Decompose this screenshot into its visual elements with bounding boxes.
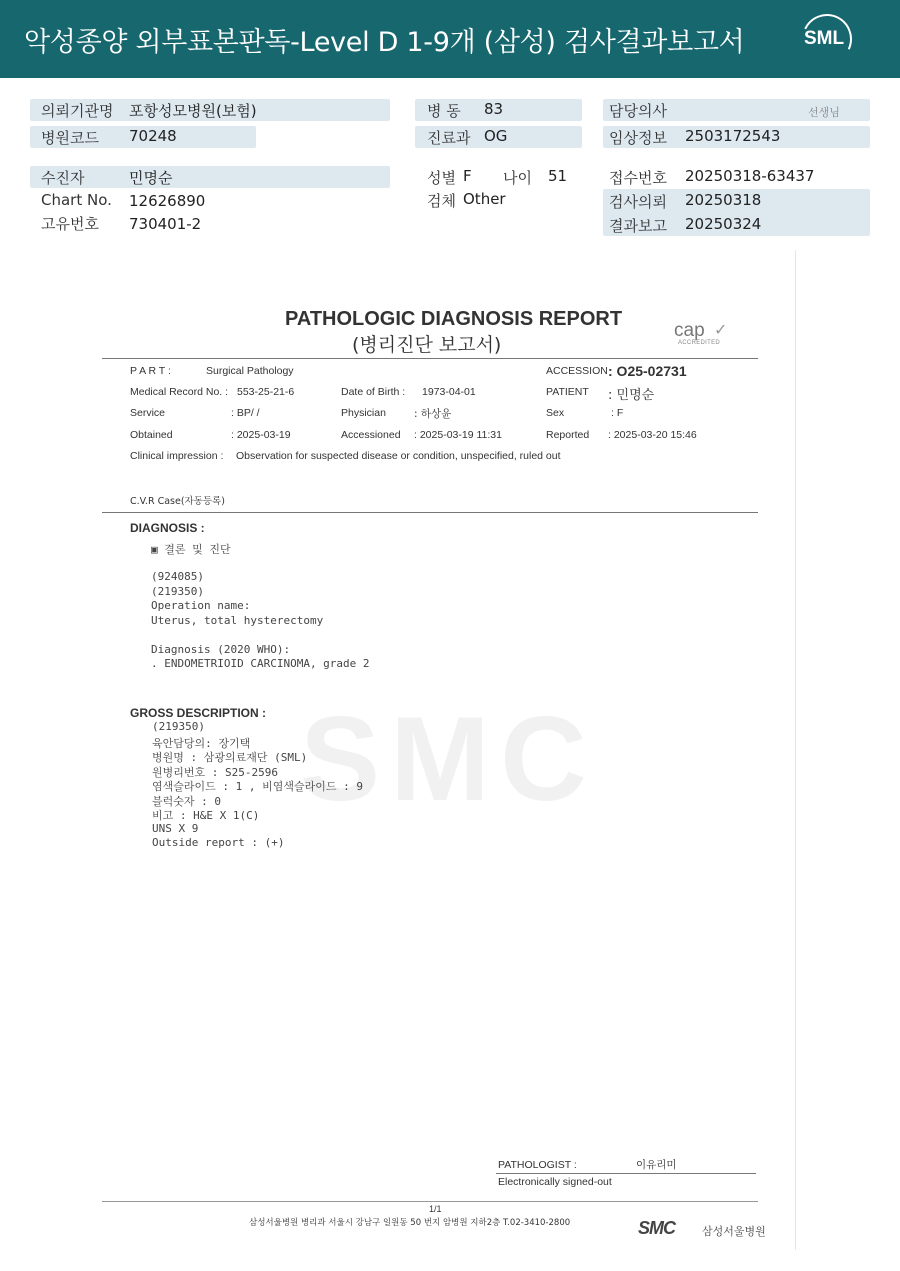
diagnosis-line: . ENDOMETRIOID CARCINOMA, grade 2 <box>151 657 370 670</box>
diagnosis-heading: DIAGNOSIS : <box>130 521 205 535</box>
report-header <box>0 0 900 78</box>
clinical-info-value: 2503172543 <box>685 127 781 145</box>
service-value: : BP/ / <box>231 407 260 419</box>
department-label: 진료과 <box>427 129 471 147</box>
gross-line: Outside report : (+) <box>152 836 285 849</box>
reported-value: : 2025-03-20 15:46 <box>608 429 697 441</box>
smc-hospital-name: 삼성서울병원 <box>702 1225 766 1238</box>
age-label: 나이 <box>503 169 532 187</box>
hospital-code-value: 70248 <box>129 127 177 145</box>
sex-label: 성별 <box>427 169 456 187</box>
chart-no-label: Chart No. <box>41 191 112 209</box>
result-date-value: 20250324 <box>685 215 762 233</box>
institution-label: 의뢰기관명 <box>41 102 114 120</box>
request-date-label: 검사의뢰 <box>609 193 667 211</box>
gross-line: 원병리번호 : S25-2596 <box>152 765 278 779</box>
sml-logo <box>800 12 856 66</box>
accessioned-label: Accessioned <box>341 429 401 441</box>
section-rule <box>102 512 758 513</box>
cvr-case: C.V.R Case(자동등록) <box>130 496 225 507</box>
footer-rule <box>102 1201 758 1202</box>
service-label: Service <box>130 407 166 419</box>
request-date-value: 20250318 <box>685 191 762 209</box>
cap-logo-text: cap <box>674 320 705 341</box>
pathologist-name: 이유리미 <box>636 1159 677 1171</box>
diagnosis-line: (219350) <box>151 584 204 598</box>
gross-line: 블럭숫자 : 0 <box>152 794 221 808</box>
cap-logo <box>670 318 740 350</box>
mrn-value: 553-25-21-6 <box>237 386 295 398</box>
scan-edge <box>795 250 796 1250</box>
header-rule <box>102 358 758 359</box>
sex-value: F <box>463 167 472 185</box>
patient-name-value: 민명순 <box>129 169 173 187</box>
diagnosis-line: (924085) <box>151 570 204 583</box>
sml-logo-text: SML <box>804 28 845 49</box>
clinical-impression-value: Observation for suspected disease or condition, unspecified, ruled out <box>236 450 561 462</box>
specimen-value: Other <box>463 190 506 208</box>
diagnosis-line: Uterus, total hysterectomy <box>151 613 324 627</box>
checkmark-icon: ✓ <box>714 320 728 339</box>
clinical-impression-label: Clinical impression : <box>130 450 224 462</box>
sex-report-label: Sex <box>546 407 565 419</box>
ward-label: 병 동 <box>427 102 461 120</box>
patient-value: : 민명순 <box>608 388 655 403</box>
gross-heading: GROSS DESCRIPTION : <box>130 706 267 720</box>
gross-line: 염색슬라이드 : 1 , 비염색슬라이드 : 9 <box>152 780 363 793</box>
patient-label: PATIENT <box>546 386 589 398</box>
patient-name-label: 수진자 <box>41 169 85 187</box>
result-date-label: 결과보고 <box>609 217 667 235</box>
hospital-code-label: 병원코드 <box>41 129 99 147</box>
accession-label: ACCESSION <box>546 365 608 377</box>
diagnosis-line: Diagnosis (2020 WHO): <box>151 642 291 656</box>
signed-out-text: Electronically signed-out <box>498 1176 612 1188</box>
sex-report-value: : F <box>611 407 624 419</box>
smc-logo: SMC <box>638 1218 675 1238</box>
accessioned-value: : 2025-03-19 11:31 <box>414 429 502 441</box>
gross-line: 병원명 : 삼광의료재단 (SML) <box>152 751 308 764</box>
dob-value: 1973-04-01 <box>422 386 476 398</box>
gross-line: 비고 : H&E X 1(C) <box>152 809 260 822</box>
unique-id-value: 730401-2 <box>129 215 202 233</box>
page-number: 1/1 <box>429 1204 442 1214</box>
report-title: PATHOLOGIC DIAGNOSIS REPORT <box>285 308 623 330</box>
department-value: OG <box>484 127 508 145</box>
ward-value: 83 <box>484 100 504 118</box>
obtained-value: : 2025-03-19 <box>231 429 291 441</box>
pathologist-label: PATHOLOGIST : <box>498 1159 577 1171</box>
doctor-suffix: 선생님 <box>808 106 840 119</box>
footer-address: 삼성서울병원 병리과 서울시 강남구 일원동 50 번지 암병원 지하2층 T.02-3410-2800 <box>249 1218 571 1228</box>
age-value: 51 <box>548 167 568 185</box>
accession-value: : O25-02731 <box>608 363 687 379</box>
watermark: SMC <box>300 692 597 826</box>
gross-line: (219350) <box>152 720 205 733</box>
gross-line: 육안담당의: 장기택 <box>152 736 251 750</box>
receipt-no-value: 20250318-63437 <box>685 167 815 185</box>
doctor-label: 담당의사 <box>609 102 667 120</box>
reported-label: Reported <box>546 429 590 441</box>
mrn-label: Medical Record No. : <box>130 386 229 398</box>
unique-id-label: 고유번호 <box>41 215 99 233</box>
cap-accredited: ACCREDITED <box>678 340 721 346</box>
chart-no-value: 12626890 <box>129 192 206 210</box>
pathologist-rule <box>496 1173 756 1174</box>
dob-label: Date of Birth : <box>341 386 406 398</box>
report-subtitle: (병리진단 보고서) <box>352 334 502 356</box>
diagnosis-line: Operation name: <box>151 599 251 612</box>
report-header-title: 악성종양 외부표본판독-Level D 1-9개 (삼성) 검사결과보고서 <box>24 27 745 58</box>
gross-line: UNS X 9 <box>152 821 199 835</box>
specimen-label: 검체 <box>427 192 456 210</box>
institution-value: 포항성모병원(보험) <box>129 102 257 120</box>
clinical-info-label: 임상정보 <box>609 129 667 147</box>
receipt-no-label: 접수번호 <box>609 169 667 187</box>
part-value: Surgical Pathology <box>206 365 294 377</box>
physician-label: Physician <box>341 407 386 419</box>
diagnosis-line: ▣ 결론 및 진단 <box>151 543 231 556</box>
part-label: P A R T : <box>130 365 171 377</box>
obtained-label: Obtained <box>130 429 173 441</box>
physician-value: : 하상윤 <box>414 408 452 420</box>
